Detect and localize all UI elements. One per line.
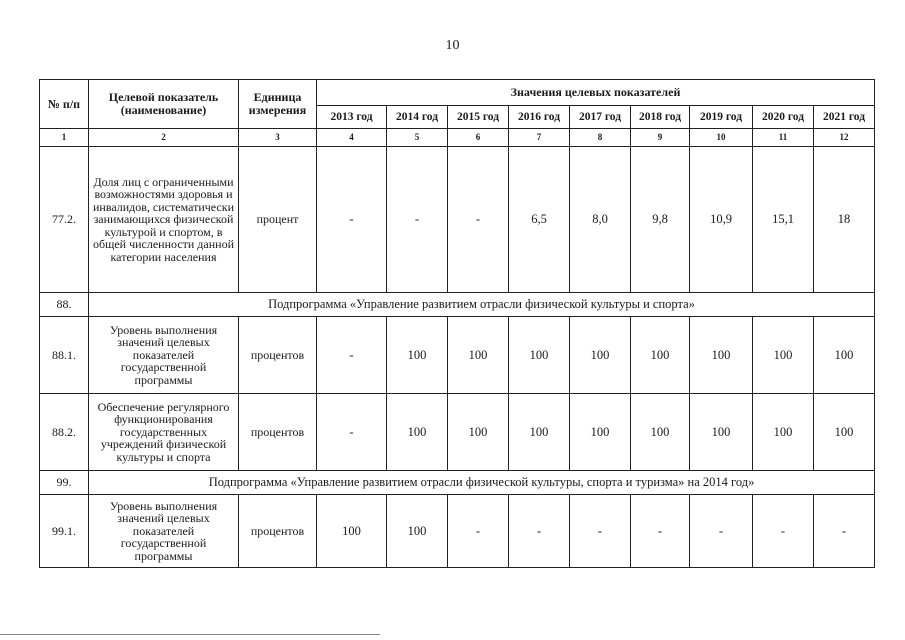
row-value: 100: [448, 317, 509, 394]
col-index: 10: [690, 129, 753, 147]
col-index: 2: [89, 129, 239, 147]
row-value: 100: [814, 394, 875, 471]
row-value: -: [570, 495, 631, 568]
row-value: 100: [448, 394, 509, 471]
col-index: 7: [509, 129, 570, 147]
row-value: -: [387, 147, 448, 293]
col-index: 1: [40, 129, 89, 147]
target-indicators-table: [39, 79, 875, 568]
col-index: 5: [387, 129, 448, 147]
row-value: -: [317, 147, 387, 293]
row-value: 100: [690, 317, 753, 394]
row-value: 100: [387, 495, 448, 568]
row-value: 100: [631, 394, 690, 471]
col-index: 4: [317, 129, 387, 147]
row-value: 100: [631, 317, 690, 394]
row-value: 100: [387, 317, 448, 394]
col-index: 8: [570, 129, 631, 147]
row-value: -: [690, 495, 753, 568]
table-row: [40, 147, 875, 293]
header-year: 2016 год: [509, 106, 570, 129]
row-value: -: [631, 495, 690, 568]
row-num: 88.1.: [40, 317, 89, 394]
row-name: Доля лиц с ограниченными возможностями здоровья и инвалидов, систематически занимающихся физической культурой и спортом, в общей численности данной категории населения: [89, 147, 239, 293]
row-value: -: [448, 495, 509, 568]
row-value: 10,9: [690, 147, 753, 293]
subprogram-row: [40, 293, 875, 317]
col-index: 9: [631, 129, 690, 147]
row-value: 100: [753, 394, 814, 471]
row-unit: процент: [239, 147, 317, 293]
row-num: 88.2.: [40, 394, 89, 471]
subprogram-title: Подпрограмма «Управление развитием отрасли физической культуры, спорта и туризма» на 2014 год»: [89, 471, 875, 495]
header-row: [40, 80, 875, 106]
header-unit: Единица измерения: [239, 80, 317, 129]
page-number: 10: [445, 38, 460, 53]
row-unit: процентов: [239, 317, 317, 394]
row-value: -: [448, 147, 509, 293]
row-value: 6,5: [509, 147, 570, 293]
row-value: 100: [690, 394, 753, 471]
header-year: 2019 год: [690, 106, 753, 129]
row-value: 100: [570, 317, 631, 394]
header-year: 2018 год: [631, 106, 690, 129]
header-year: 2014 год: [387, 106, 448, 129]
row-value: -: [814, 495, 875, 568]
page-bottom-rule: [0, 634, 380, 635]
row-name: Уровень выполнения значений целевых показателей государственной программы: [89, 317, 239, 394]
header-num: № п/п: [40, 80, 89, 129]
header-year: 2020 год: [753, 106, 814, 129]
header-values: Значения целевых показателей: [317, 80, 875, 106]
row-value: -: [317, 394, 387, 471]
row-value: 100: [317, 495, 387, 568]
row-value: 18: [814, 147, 875, 293]
row-value: -: [317, 317, 387, 394]
row-name: Обеспечение регулярного функционирования государственных учреждений физической культуры и спорта: [89, 394, 239, 471]
row-value: 15,1: [753, 147, 814, 293]
row-unit: процентов: [239, 394, 317, 471]
col-index: 6: [448, 129, 509, 147]
subprogram-row: [40, 471, 875, 495]
subprogram-title: Подпрограмма «Управление развитием отрасли физической культуры и спорта»: [89, 293, 875, 317]
header-year: 2017 год: [570, 106, 631, 129]
row-value: 100: [753, 317, 814, 394]
subprogram-num: 88.: [40, 293, 89, 317]
column-index-row: [40, 129, 875, 147]
header-year: 2021 год: [814, 106, 875, 129]
row-value: 100: [509, 394, 570, 471]
row-value: 100: [814, 317, 875, 394]
table-row: [40, 394, 875, 471]
row-num: 99.1.: [40, 495, 89, 568]
row-value: 9,8: [631, 147, 690, 293]
subprogram-num: 99.: [40, 471, 89, 495]
row-value: 100: [509, 317, 570, 394]
row-unit: процентов: [239, 495, 317, 568]
header-year: 2015 год: [448, 106, 509, 129]
row-num: 77.2.: [40, 147, 89, 293]
row-value: -: [753, 495, 814, 568]
row-name: Уровень выполнения значений целевых показателей государственной программы: [89, 495, 239, 568]
table-row: [40, 495, 875, 568]
col-index: 11: [753, 129, 814, 147]
row-value: 100: [387, 394, 448, 471]
col-index: 3: [239, 129, 317, 147]
table-row: [40, 317, 875, 394]
row-value: -: [509, 495, 570, 568]
row-value: 100: [570, 394, 631, 471]
header-name: Целевой показатель (наименование): [89, 80, 239, 129]
row-value: 8,0: [570, 147, 631, 293]
header-year: 2013 год: [317, 106, 387, 129]
col-index: 12: [814, 129, 875, 147]
